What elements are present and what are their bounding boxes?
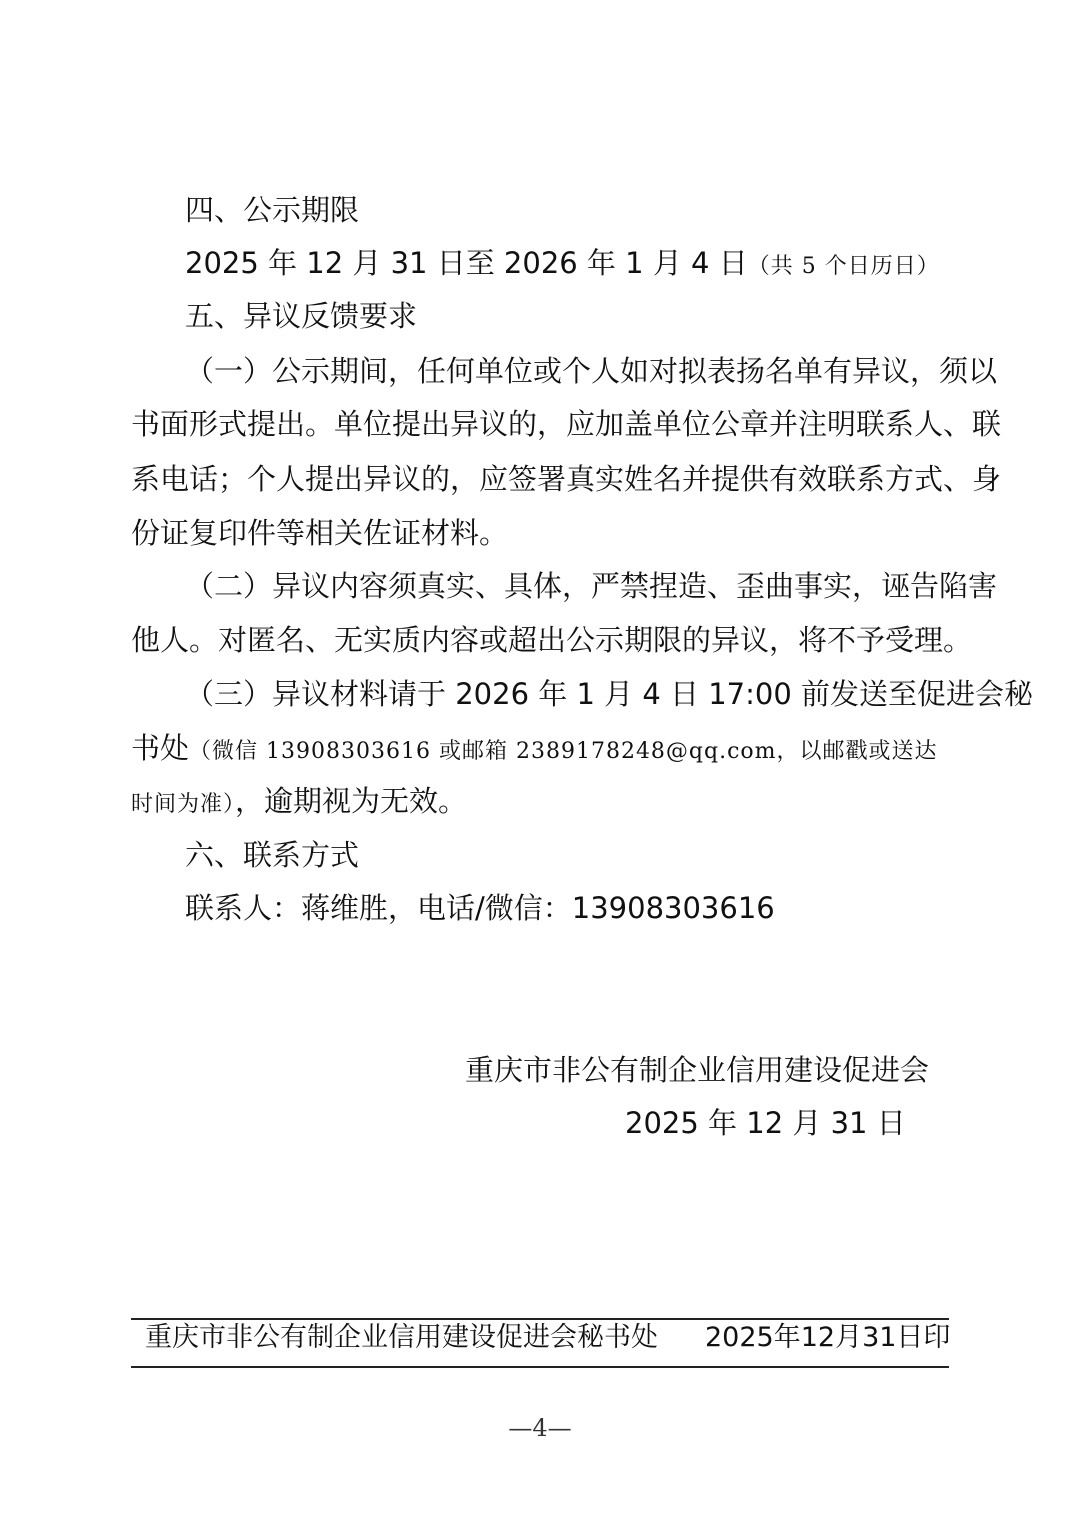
objection-item1-line3: 系电话；个人提出异议的，应签署真实姓名并提供有效联系方式、身	[131, 462, 1002, 496]
objection-item1-line1: （一）公示期间，任何单位或个人如对拟表扬名单有异议，须以	[185, 354, 998, 388]
footer-printed-date: 2025年12月31日印	[705, 1322, 951, 1353]
contact-info: 联系人：蒋维胜，电话/微信：13908303616	[185, 891, 775, 925]
objection-item3-contact-note: （微信 13908303616 或邮箱 2389178248@qq.com，以邮戳或送达	[189, 739, 938, 764]
objection-item3-line1: （三）异议材料请于 2026 年 1 月 4 日 17:00 前发送至促进会秘	[185, 677, 1034, 711]
footer-issuer: 重庆市非公有制企业信用建设促进会秘书处	[145, 1322, 658, 1353]
signature-org: 重庆市非公有制企业信用建设促进会	[465, 1053, 930, 1087]
objection-item2-line1: （二）异议内容须真实、具体，严禁捏造、歪曲事实，诬告陷害	[185, 569, 998, 603]
publicity-period-dates: 2025 年 12 月 31 日至 2026 年 1 月 4 日	[185, 246, 748, 280]
page-number: —4—	[508, 1414, 572, 1442]
signature-date: 2025 年 12 月 31 日	[625, 1106, 906, 1140]
objection-item3-line2	[131, 728, 938, 772]
objection-item3-time-note: 时间为准）	[131, 792, 236, 817]
footer-bottom-rule	[131, 1366, 949, 1368]
objection-item3-deadline-text: ，逾期视为无效。	[235, 784, 468, 818]
section6-heading: 六、联系方式	[185, 838, 360, 872]
publicity-period	[185, 243, 940, 287]
section5-heading: 五、异议反馈要求	[185, 299, 418, 333]
objection-item3-secretariat: 书处	[131, 731, 190, 765]
publicity-period-note: （共 5 个日历日）	[747, 254, 940, 279]
objection-item3-line3	[131, 781, 467, 825]
objection-item2-line2: 他人。对匿名、无实质内容或超出公示期限的异议，将不予受理。	[131, 623, 973, 657]
objection-item1-line2: 书面形式提出。单位提出异议的，应加盖单位公章并注明联系人、联	[131, 407, 1002, 441]
section4-heading: 四、公示期限	[185, 193, 360, 227]
objection-item1-line4: 份证复印件等相关佐证材料。	[131, 516, 509, 550]
